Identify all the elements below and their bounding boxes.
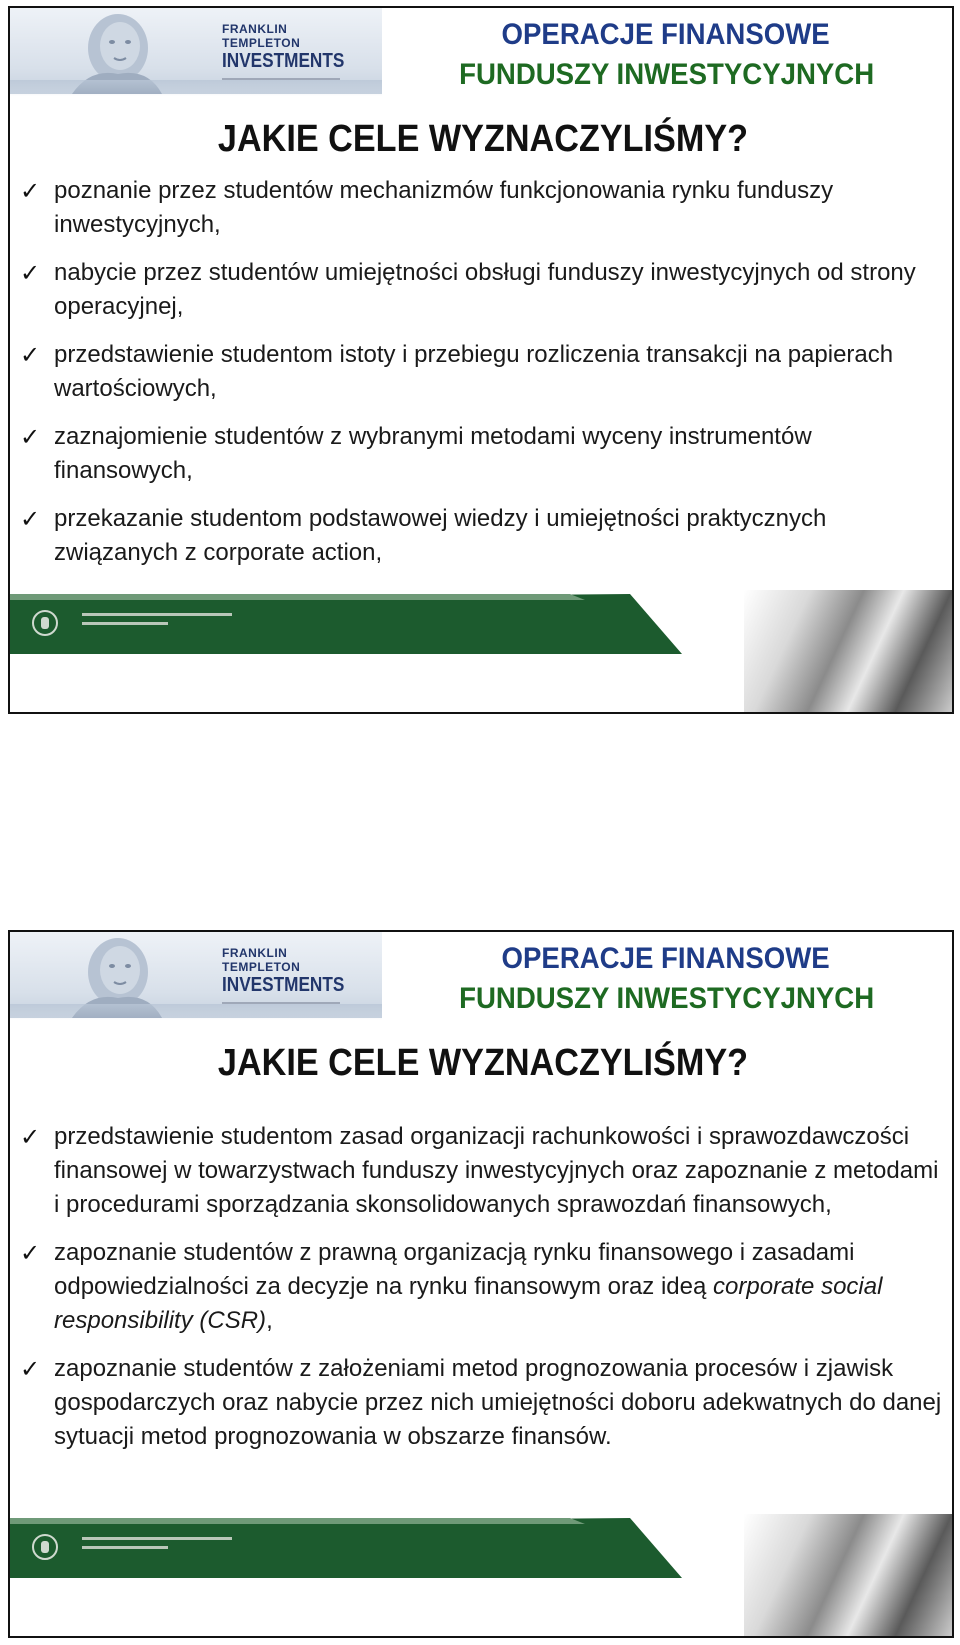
checkmark-icon: ✓ (20, 177, 41, 205)
title-line-1: OPERACJE FINANSOWE (501, 18, 830, 51)
title-line-2: FUNDUSZY INWESTYCYJNYCH (458, 982, 874, 1015)
title-line-2: FUNDUSZY INWESTYCYJNYCH (458, 58, 874, 91)
goal-list (18, 174, 946, 584)
slide-heading: JAKIE CELE WYZNACZYLIŚMY? (217, 118, 749, 160)
checkmark-icon: ✓ (20, 505, 41, 533)
slide-2 (8, 930, 954, 1638)
footer-photo (744, 1514, 952, 1638)
list-item-text: przedstawienie studentom istoty i przebiegu rozliczenia transakcji na papierach wartościowych, (54, 341, 894, 402)
list-item (18, 174, 946, 242)
banner-fade (10, 1004, 382, 1020)
brand-name-top: FRANKLIN TEMPLETON (222, 22, 301, 50)
list-item-text: przekazanie studentom podstawowej wiedzy i umiejętności praktycznych związanych z corporate action, (54, 505, 827, 566)
brand-logo (222, 946, 368, 1004)
checkmark-icon: ✓ (20, 341, 41, 369)
list-item (18, 1236, 946, 1338)
brand-name-main: INVESTMENTS (222, 974, 345, 996)
banner-fade (10, 80, 382, 96)
checkmark-icon: ✓ (20, 1355, 41, 1383)
list-item (18, 502, 946, 570)
brand-name-main: INVESTMENTS (222, 50, 345, 72)
list-item-text: przedstawienie studentom zasad organizacji rachunkowości i sprawozdawczości finansowej w towarzystwach funduszy inwestycyjnych oraz zapoznanie z metodami i procedurami sporządzania skonsolidowanych sprawozdań finansowych, (54, 1123, 939, 1218)
university-name-mark (82, 613, 232, 631)
list-item (18, 256, 946, 324)
list-item (18, 420, 946, 488)
slide-1 (8, 6, 954, 714)
goal-list (18, 1120, 946, 1468)
title-line-1: OPERACJE FINANSOWE (501, 942, 830, 975)
list-item-suffix: , (266, 1307, 273, 1334)
list-item (18, 338, 946, 406)
list-item (18, 1120, 946, 1222)
brand-name-top: FRANKLIN TEMPLETON (222, 946, 301, 974)
list-item-italic: corporate social responsibility (CSR) (54, 1273, 883, 1334)
list-item-text: zaznajomienie studentów z wybranymi metodami wyceny instrumentów finansowych, (54, 423, 812, 484)
header-banner (10, 8, 382, 94)
list-item-text: zapoznanie studentów z prawną organizacją rynku finansowego i zasadami odpowiedzialności za decyzje na rynku finansowym oraz ideą (54, 1239, 855, 1300)
brand-logo (222, 22, 368, 80)
checkmark-icon: ✓ (20, 423, 41, 451)
list-item-text: nabycie przez studentów umiejętności obsługi funduszy inwestycyjnych od strony operacyjnej, (54, 259, 916, 320)
checkmark-icon: ✓ (20, 1123, 41, 1151)
list-item-text: poznanie przez studentów mechanizmów funkcjonowania rynku funduszy inwestycyjnych, (54, 177, 834, 238)
university-seal-icon (32, 610, 58, 636)
list-item (18, 1352, 946, 1454)
list-item-text: zapoznanie studentów z założeniami metod prognozowania procesów i zjawisk gospodarczych oraz nabycie przez nich umiejętności doboru adekwatnych do danej sytuacji metod prognozowania w obszarze finansów. (54, 1355, 942, 1450)
header-banner (10, 932, 382, 1018)
university-name-mark (82, 1537, 232, 1555)
checkmark-icon: ✓ (20, 1239, 41, 1267)
checkmark-icon: ✓ (20, 259, 41, 287)
university-seal-icon (32, 1534, 58, 1560)
footer-photo (744, 590, 952, 714)
slide-heading: JAKIE CELE WYZNACZYLIŚMY? (217, 1042, 749, 1084)
